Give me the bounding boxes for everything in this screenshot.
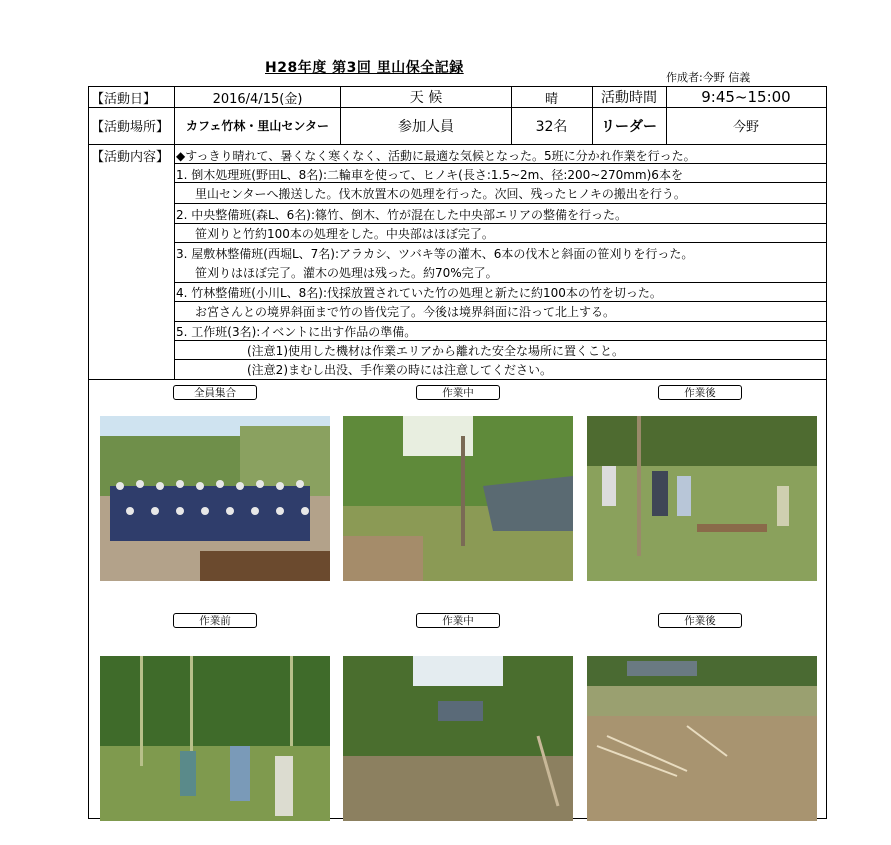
cleared-photo: [587, 656, 817, 821]
date-value: 2016/4/15(金): [212, 91, 303, 107]
weather-label: 天 候: [409, 90, 443, 106]
date-label: 【活動日】: [91, 91, 157, 107]
photo-label-working-1: 作業中: [416, 385, 500, 400]
valley-photo: [343, 656, 573, 821]
content-line-9: 5. 工作班(3名):イベントに出す作品の準備。: [176, 325, 417, 339]
leader-value: 今野: [732, 120, 759, 135]
weather-value: 晴: [544, 91, 558, 107]
photo-label-group: 全員集合: [173, 385, 257, 400]
content-line-8: お宮さんとの境界斜面まで竹の皆伐完了。今後は境界斜面に沿って北上する。: [195, 305, 616, 319]
content-line-7: 4. 竹林整備班(小川L、8名):伐採放置されていた竹の処理と新たに約100本の竹を切った。: [176, 286, 662, 300]
photo-label-before: 作業前: [173, 613, 257, 628]
leader-label: リーダー: [601, 118, 657, 135]
content-line-6: 笹刈りはほぼ完了。灌木の処理は残った。約70%完了。: [195, 266, 498, 280]
author-name: 作成者:今野 信義: [666, 71, 751, 84]
content-line-2: 里山センターへ搬送した。伐木放置木の処理を行った。次回、残ったヒノキの搬出を行う。: [195, 187, 686, 201]
photo-label-after-2: 作業後: [658, 613, 742, 628]
place-label: 【活動場所】: [91, 120, 170, 135]
content-line-0: ◆すっきり晴れて、暑くなく寒くなく、活動に最適な気候となった。5班に分かれ作業を行った。: [176, 149, 696, 163]
content-line-11: (注意2)まむし出没、手作業の時には注意してください。: [247, 363, 553, 377]
forest-photo: [343, 416, 573, 581]
content-line-10: (注意1)使用した機材は作業エリアから離れた安全な場所に置くこと。: [247, 344, 625, 358]
bamboo-photo: [100, 656, 330, 821]
content-label: 【活動内容】: [91, 149, 170, 164]
photo-label-after-1: 作業後: [658, 385, 742, 400]
document-title: H28年度 第3回 里山保全記録: [265, 60, 464, 76]
photo-label-working-2: 作業中: [416, 613, 500, 628]
time-label: 活動時間: [601, 90, 657, 106]
workers-photo: [587, 416, 817, 581]
place-value: カフェ竹林・里山センター: [186, 119, 329, 133]
time-value: 9:45~15:00: [701, 88, 791, 106]
content-line-5: 3. 屋敷林整備班(西堀L、7名):アラカシ、ツバキ等の灌木、6本の伐木と斜面の笹刈りを行った。: [176, 247, 694, 261]
participants-value: 32名: [535, 118, 568, 135]
content-line-3: 2. 中央整備班(森L、6名):篠竹、倒木、竹が混在した中央部エリアの整備を行った。: [176, 208, 627, 222]
content-line-1: 1. 倒木処理班(野田L、8名):二輪車を使って、ヒノキ(長さ:1.5~2m、径:200~270mm)6本を: [176, 168, 683, 182]
group-photo: [100, 416, 330, 581]
content-line-4: 笹刈りと竹約100本の処理をした。中央部はほぼ完了。: [195, 227, 494, 241]
participants-label: 参加人員: [398, 118, 454, 135]
